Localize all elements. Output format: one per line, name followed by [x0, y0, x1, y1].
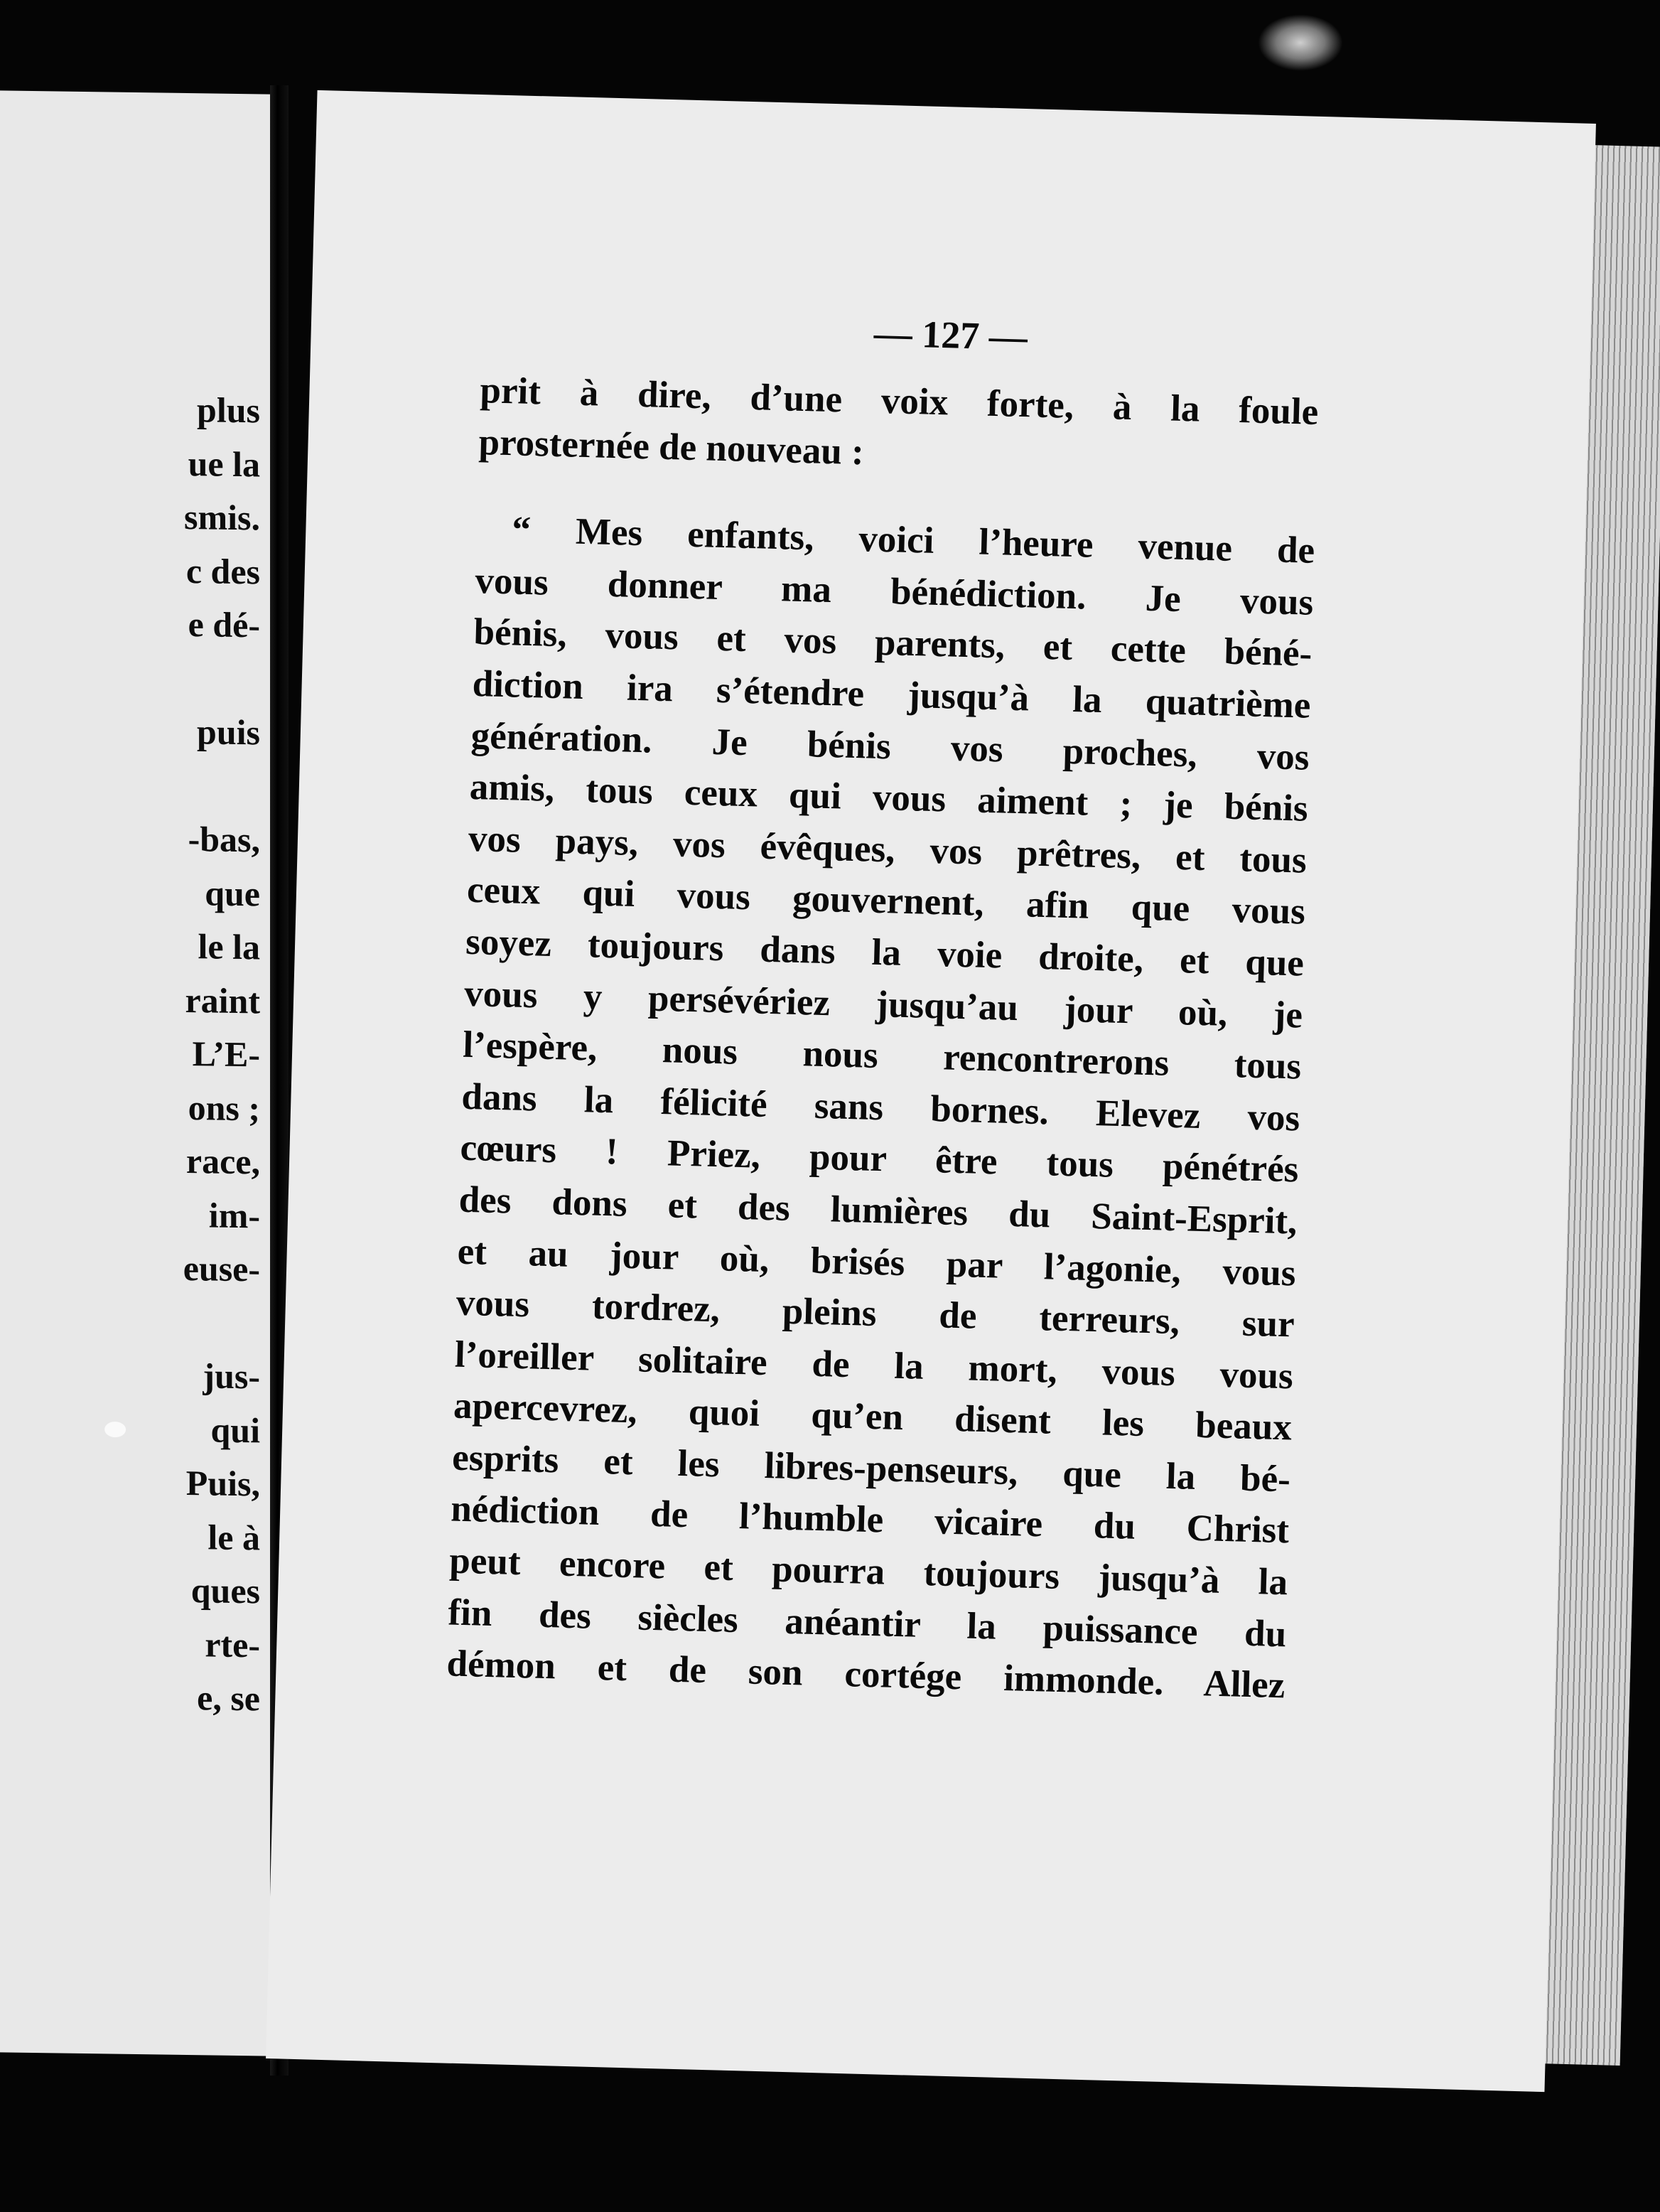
page-number: — 127 — — [873, 311, 1028, 359]
text-line: vous tordrez, pleins de terreurs, sur — [456, 1282, 1295, 1346]
text-line: prit à dire, d’une voix forte, à la foule — [479, 370, 1319, 433]
left-page-line: le la — [198, 926, 260, 967]
text-line: peut encore et pourra toujours jusqu’à la — [448, 1540, 1288, 1604]
text-line: l’oreiller solitaire de la mort, vous vous — [454, 1333, 1294, 1397]
text-line: dans la félicité sans bornes. Elevez vos — [460, 1075, 1300, 1139]
text-line: fin des siècles anéantir la puissance du — [447, 1591, 1287, 1655]
text-line: démon et de son cortége immonde. Allez — [446, 1643, 1286, 1707]
left-page-line: e, se — [197, 1677, 260, 1719]
left-page-line: qui — [210, 1409, 260, 1450]
text-line: l’espère, nous nous rencontrerons tous — [462, 1024, 1302, 1088]
left-page-line: euse- — [183, 1247, 260, 1289]
left-page-line: que — [205, 872, 260, 913]
text-line: esprits et les libres-penseurs, que la bé- — [451, 1437, 1291, 1500]
left-page-line: plus — [197, 390, 260, 431]
text-line: génération. Je bénis vos proches, vos — [470, 714, 1310, 778]
text-line: bénis, vous et vos parents, et cette béné- — [473, 611, 1313, 675]
left-page-line: le à — [208, 1516, 260, 1557]
text-line: des dons et des lumières du Saint-Esprit, — [458, 1179, 1298, 1242]
left-page-line: smis. — [184, 496, 260, 538]
text-line: ceux qui vous gouvernent, afin que vous — [466, 869, 1306, 933]
left-page-line: jus- — [203, 1355, 260, 1397]
left-page-line: c des — [185, 550, 260, 591]
right-page — [266, 90, 1596, 2092]
text-line: amis, tous ceux qui vous aiment ; je bénis — [469, 766, 1309, 830]
body-text — [446, 365, 1319, 1712]
left-page-line: puis — [197, 712, 260, 753]
left-page-line: ques — [190, 1570, 260, 1611]
text-line: prosternée de nouveau : — [478, 421, 865, 473]
left-page-line: race, — [185, 1141, 260, 1182]
left-page-text — [0, 90, 270, 1719]
text-line: cœurs ! Priez, pour être tous pénétrés — [459, 1127, 1300, 1191]
text-line: soyez toujours dans la voie droite, et que — [465, 920, 1305, 984]
left-page-line: ue la — [188, 443, 260, 484]
left-page-fragment — [0, 90, 270, 2056]
text-line: apercevrez, quoi qu’en disent les beaux — [453, 1385, 1293, 1449]
text-line: “ Mes enfants, voici l’heure venue de — [511, 509, 1315, 572]
left-page-line: L’E- — [192, 1033, 260, 1075]
text-line: vous donner ma bénédiction. Je vous — [474, 559, 1314, 623]
left-page-line: -bas, — [188, 819, 260, 860]
text-line: vous y persévériez jusqu’au jour où, je — [463, 972, 1303, 1036]
left-page-line: e dé- — [188, 604, 260, 645]
left-page-line: im- — [208, 1194, 260, 1235]
text-line: vos pays, vos évêques, vos prêtres, et tous — [468, 817, 1308, 881]
text-line: nédiction de l’humble vicaire du Christ — [450, 1488, 1290, 1552]
left-page-line: rte- — [205, 1623, 260, 1665]
left-page-line: raint — [185, 979, 260, 1021]
dust-speck — [1258, 14, 1343, 71]
text-line: et au jour où, brisés par l’agonie, vous — [457, 1230, 1297, 1294]
text-line: diction ira s’étendre jusqu’à la quatrième — [472, 662, 1312, 726]
left-page-line: Puis, — [185, 1463, 260, 1504]
left-page-line: ons ; — [188, 1087, 260, 1128]
